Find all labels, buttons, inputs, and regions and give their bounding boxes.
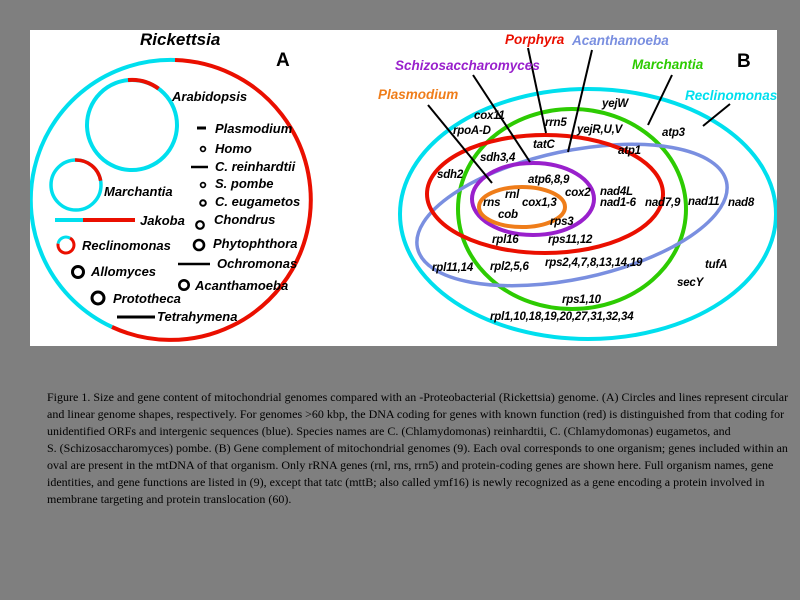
legend-eugametos-label: C. eugametos [215,194,301,209]
jakoba-label: Jakoba [140,213,185,228]
prototheca-ring [92,292,104,304]
figure-panel [30,30,777,346]
acanthamoeba-circle-symbol [179,280,188,289]
panel-b-letter: B [737,51,751,72]
gene-label-cox2: cox2 [565,187,591,199]
caption-line: membrane targeting and protein translocation (60). [47,492,292,506]
gene-label-nad1-6: nad1-6 [600,197,636,209]
arabidopsis-circle [87,80,177,170]
gene-label-nad79: nad7,9 [645,197,681,209]
caption-line: S. (Schizosaccharomyces) pombe. (B) Gene complement of mitochondrial genomes (9). Each oval corresponds to one organism; genes included within an [47,441,788,455]
caption-line: oval are present in the mtDNA of that organism. Only rRNA genes (rnl, rns, rrn5) and protein-coding genes are shown here. Full organism names, gene [47,458,774,472]
legend-homo-label: Homo [215,141,252,156]
gene-label-tufa: tufA [705,259,728,271]
gene-label-secy: secY [677,277,704,289]
arabidopsis-circle-red-arc [128,80,159,89]
chondrus-circle-symbol [196,221,204,229]
gene-label-yejruv: yejR,U,V [577,124,623,136]
gene-label-rpl110etc: rpl1,10,18,19,20,27,31,32,34 [490,311,634,323]
schizosaccharomyces-organism-label: Schizosaccharomyces [395,58,540,73]
panel-a-letter: A [276,50,290,71]
gene-label-atp689: atp6,8,9 [528,174,570,186]
allomyces-label: Allomyces [91,264,157,279]
gene-label-rps2478: rps2,4,7,8,13,14,19 [545,257,643,269]
gene-label-rps1112: rps11,12 [548,234,593,246]
caption-line: Figure 1. Size and gene content of mitochondrial genomes compared with an -Proteobacterial (Rickettsia) genome. (A) Circles and lines represent circular [47,390,789,404]
legend-chondrus-label: Chondrus [214,212,276,227]
reclinomonas-ring-cyan-arc [58,237,70,244]
marchantia-circle-red-arc [75,160,101,181]
caption-line: unidentified ORFs and intergenic sequences (blue). Species names are C. (Chlamydomonas) reinhardtii, C. (Chlamydomonas) eugametos, and [47,424,731,438]
eugametos-circle-symbol [200,200,206,206]
gene-label-nad11: nad11 [688,196,720,208]
gene-label-cob: cob [498,209,518,221]
acanthamoeba-organism-label: Acanthamoeba [572,33,669,48]
porphyra-organism-label: Porphyra [505,32,565,47]
gene-label-rnl: rnl [505,189,520,201]
gene-label-atp3: atp3 [662,127,685,139]
gene-label-atp1: atp1 [618,145,641,157]
gene-label-rpl16: rpl16 [492,234,519,246]
marchantia-organism-label: Marchantia [632,57,704,72]
arabidopsis-label: Arabidopsis [172,89,248,104]
homo-circle-symbol [201,147,206,152]
legend-phytophthora-label: Phytophthora [213,236,298,251]
gene-label-rns: rns [483,197,501,209]
prototheca-label: Prototheca [113,291,181,306]
panel-a-title: Rickettsia [140,30,221,49]
gene-label-nad4l: nad4L [600,186,633,198]
gene-label-cox13: cox1,3 [522,197,557,209]
marchantia-label: Marchantia [104,184,173,199]
pombe-circle-symbol [201,183,206,188]
caption-line: identities, and gene functions are listed in (9), except that tatc (mttB; also called ymf16) is newly recognized as a gene encoding a protein involved in [47,475,765,489]
gene-label-rpoa-d: rpoA-D [453,125,491,137]
phytophthora-circle-symbol [194,240,204,250]
reclinomonas-label: Reclinomonas [82,238,171,253]
gene-label-rps3: rps3 [550,216,574,228]
plasmodium-organism-label: Plasmodium [378,87,459,102]
gene-label-sdh34: sdh3,4 [480,152,516,164]
gene-label-cox11: cox11 [474,110,505,122]
legend-reinhardtii-label: C. reinhardtii [215,159,296,174]
figure-caption [47,389,789,508]
gene-label-nad8: nad8 [728,197,755,209]
gene-label-yejw: yejW [602,98,629,110]
gene-label-tatc: tatC [533,139,555,151]
legend-plasmodium-label: Plasmodium [215,121,293,136]
legend-ochromonas-label: Ochromonas [217,256,298,271]
allomyces-ring [73,267,84,278]
tetrahymena-label: Tetrahymena [157,309,238,324]
reclinomonas-organism-label: Reclinomonas [685,88,778,103]
gene-label-sdh2: sdh2 [437,169,464,181]
gene-label-rrn5: rrn5 [545,117,567,129]
legend-pombe-label: S. pombe [215,176,274,191]
gene-label-rps110: rps1,10 [562,294,601,306]
caption-line: and linear genome shapes, respectively. For genomes >60 kbp, the DNA coding for genes with known function (red) is distinguished from that coding for [47,407,785,421]
gene-label-rpl1114: rpl11,14 [432,262,474,274]
legend-acanthamoeba-label: Acanthamoeba [195,278,289,293]
gene-label-rpl256: rpl2,5,6 [490,261,529,273]
